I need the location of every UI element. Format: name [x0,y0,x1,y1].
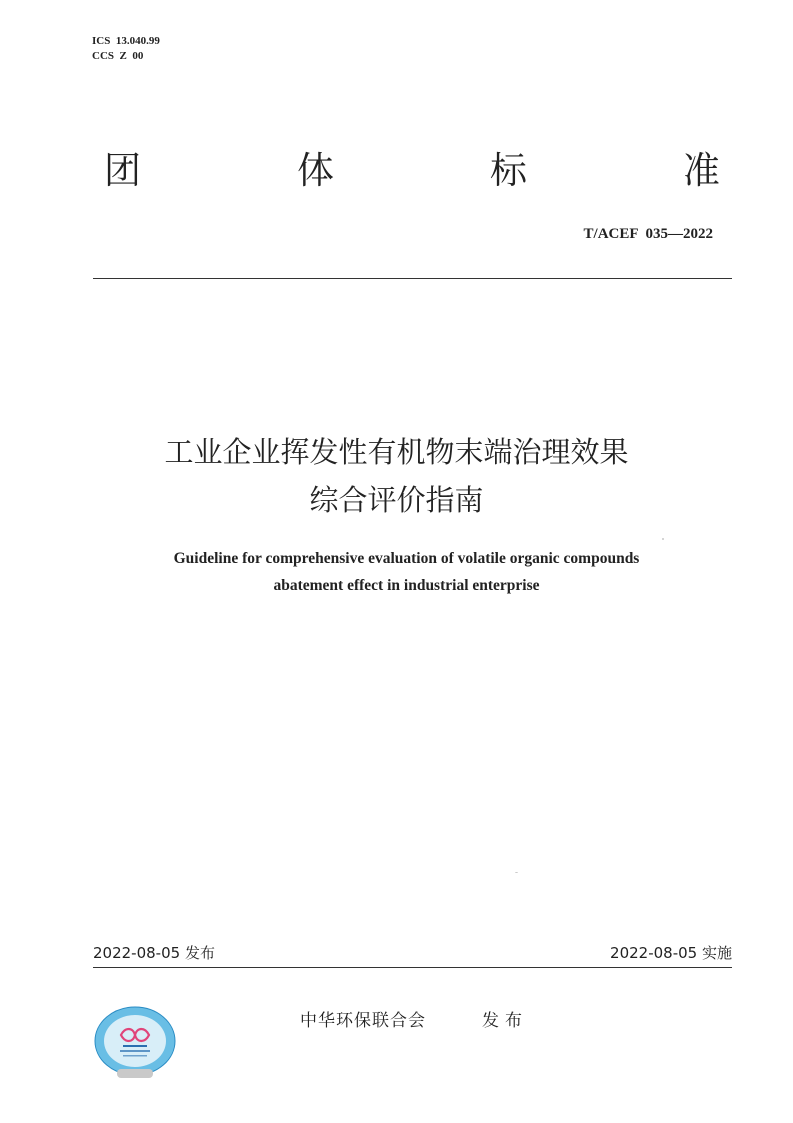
title-chinese-line-2: 综合评价指南 [309,483,484,517]
standard-type-char: 体 [297,149,334,192]
standard-code: T/ACEF 035—2022 [583,226,713,242]
title-english-line-2: abatement effect in industrial enterprise [273,577,540,594]
standard-type-heading [104,150,720,192]
top-divider [93,278,732,279]
standard-type-char: 团 [104,149,141,192]
ccs-code: CCS Z 00 [92,50,144,62]
title-chinese-line-1: 工业企业挥发性有机物末端治理效果 [164,435,629,469]
publisher-name: 中华环保联合会 [300,1011,426,1031]
title-english-line-1: Guideline for comprehensive evaluation of volatile organic compounds [173,550,640,567]
ics-code: ICS 13.040.99 [92,35,160,47]
standard-type-char: 准 [683,149,720,192]
standard-type-char: 标 [490,149,527,192]
implementation-date: 2022-08-05 实施 [610,944,732,962]
bottom-divider [93,967,732,968]
publish-label: 发布 [482,1011,528,1031]
scan-speck [662,538,664,540]
scan-speck [515,872,518,873]
classification-codes [92,34,160,64]
issue-date: 2022-08-05 发布 [93,944,215,962]
anti-counterfeit-seal-icon [93,1005,177,1083]
